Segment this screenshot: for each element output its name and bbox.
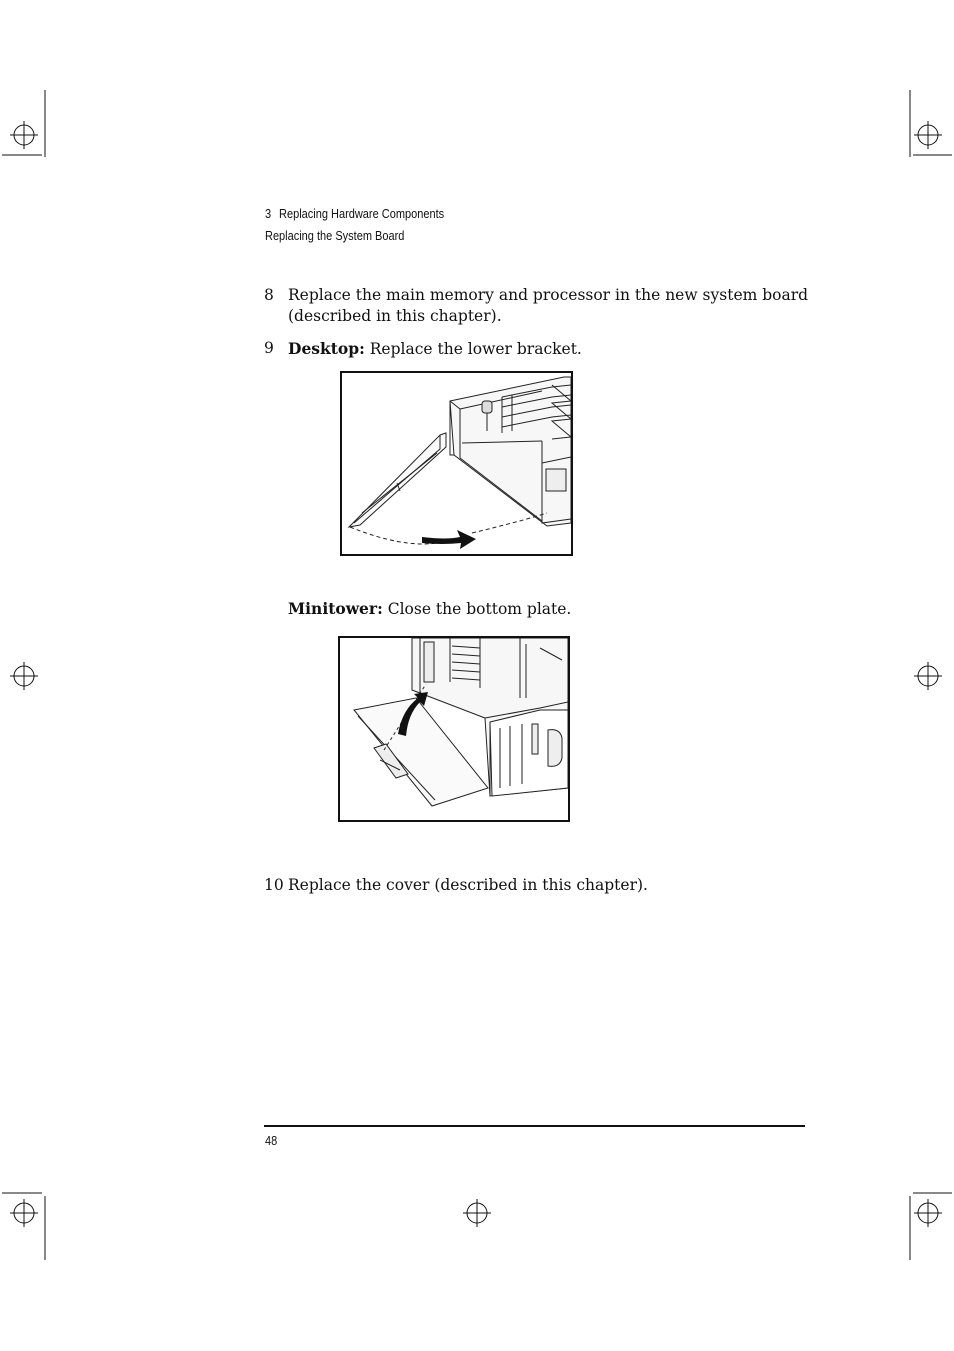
chapter-number: 3 xyxy=(265,207,272,221)
step-text: Replace the cover (described in this chapter). xyxy=(288,876,648,894)
step-label-desktop: Desktop: xyxy=(288,339,365,358)
step-text xyxy=(288,598,571,620)
footer-rule xyxy=(264,1125,805,1127)
running-header-chapter xyxy=(265,207,444,221)
step-number: 9 xyxy=(264,339,274,357)
figure-desktop-lower-bracket xyxy=(340,371,573,556)
step-number: 8 xyxy=(264,286,274,304)
step-text-line-1: Replace the main memory and processor in the new system board xyxy=(288,286,809,304)
crop-mark-bottom-left xyxy=(0,1188,60,1263)
step-instruction: Replace the lower bracket. xyxy=(364,340,582,358)
minitower-plate-illustration xyxy=(340,638,568,820)
figure-minitower-bottom-plate xyxy=(338,636,570,822)
running-header-section: Replacing the System Board xyxy=(265,229,405,243)
desktop-bracket-illustration xyxy=(342,373,571,554)
step-number: 10 xyxy=(264,876,284,894)
registration-mark-bottom-center xyxy=(461,1197,495,1229)
step-instruction: Close the bottom plate. xyxy=(382,600,572,618)
step-text-line-2: (described in this chapter). xyxy=(288,307,502,325)
registration-mark-mid-left xyxy=(8,660,42,692)
page-number: 48 xyxy=(265,1134,278,1148)
crop-mark-top-left xyxy=(0,85,60,160)
step-label-minitower: Minitower: xyxy=(288,599,383,618)
registration-mark-mid-right xyxy=(912,660,946,692)
step-text xyxy=(288,338,582,360)
crop-mark-bottom-right xyxy=(900,1188,954,1263)
crop-mark-top-right xyxy=(900,85,954,160)
chapter-title: Replacing Hardware Components xyxy=(279,207,445,221)
